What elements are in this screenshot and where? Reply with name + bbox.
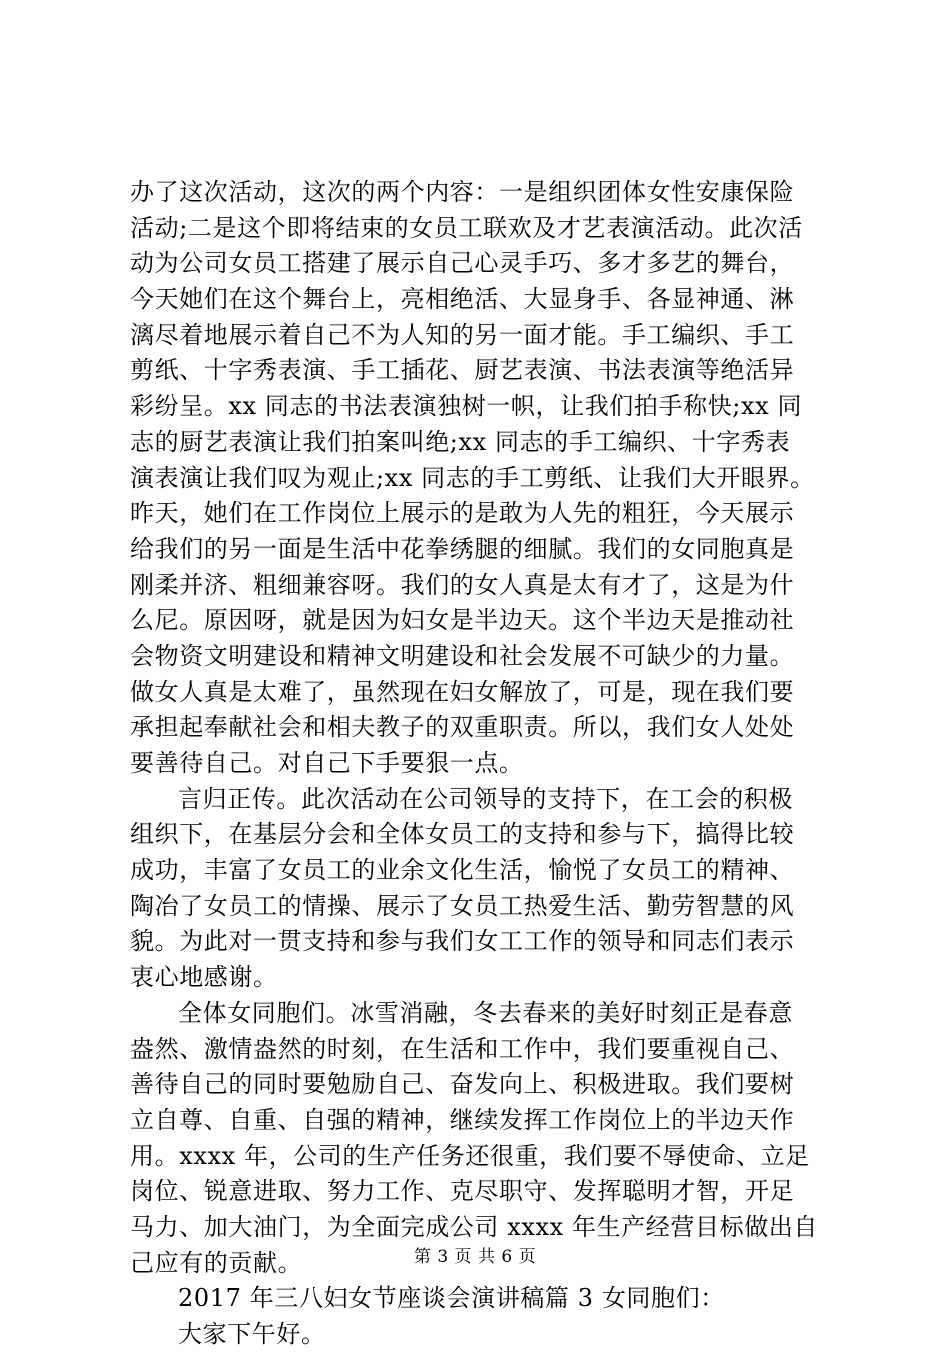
text-line: 给我们的另一面是生活中花拳绣腿的细腻。我们的女同胞真是 bbox=[130, 534, 795, 563]
text-line: 要善待自己。对自己下手要狠一点。 bbox=[130, 749, 524, 777]
text-line: 剪纸、十字秀表演、手工插花、厨艺表演、书法表演等绝活异 bbox=[130, 356, 795, 385]
text-line: 岗位、锐意进取、努力工作、克尽职守、发挥聪明才智，开足 bbox=[130, 1177, 795, 1206]
document-body bbox=[130, 175, 830, 1353]
text-line: 刚柔并济、粗细兼容呀。我们的女人真是太有才了，这是为什 bbox=[130, 570, 795, 599]
page-footer: 第 3 页 共 6 页 bbox=[413, 1247, 537, 1267]
text-line: 承担起奉献社会和相夫教子的双重职责。所以，我们女人处处 bbox=[130, 713, 795, 742]
text-line: 陶冶了女员工的情操、展示了女员工热爱生活、勤劳智慧的风 bbox=[130, 891, 795, 920]
text-line: 大家下午好。 bbox=[178, 1320, 326, 1348]
text-line: 办了这次活动，这次的两个内容：一是组织团体女性安康保险 bbox=[130, 178, 795, 206]
text-line: 演表演让我们叹为观止;xx 同志的手工剪纸、让我们大开眼界。 bbox=[130, 463, 815, 492]
text-line: 动为公司女员工搭建了展示自己心灵手巧、多才多艺的舞台， bbox=[130, 249, 795, 278]
text-line: 全体女同胞们。冰雪消融，冬去春来的美好时刻正是春意 bbox=[178, 998, 793, 1027]
text-line: 么尼。原因呀，就是因为妇女是半边天。这个半边天是推动社 bbox=[130, 606, 795, 635]
text-line: 貌。为此对一贯支持和参与我们女工工作的领导和同志们表示 bbox=[130, 927, 795, 956]
text-line: 2017 年三八妇女节座谈会演讲稿篇 3 女同胞们： bbox=[178, 1284, 725, 1313]
text-line: 漓尽着地展示着自己不为人知的另一面才能。手工编织、手工 bbox=[130, 320, 795, 349]
text-line: 用。xxxx 年，公司的生产任务还很重，我们要不辱使命、立足 bbox=[130, 1141, 810, 1170]
text-line: 今天她们在这个舞台上，亮相绝活、大显身手、各显神通、淋 bbox=[130, 285, 795, 314]
text-line: 彩纷呈。xx 同志的书法表演独树一帜，让我们拍手称快;xx 同 bbox=[130, 392, 803, 421]
text-line: 马力、加大油门，为全面完成公司 xxxx 年生产经营目标做出自 bbox=[130, 1212, 818, 1241]
text-line: 组织下，在基层分会和全体女员工的支持和参与下，搞得比较 bbox=[130, 820, 795, 849]
text-line: 衷心地感谢。 bbox=[130, 963, 278, 992]
text-line: 昨天，她们在工作岗位上展示的是敢为人先的粗狂，今天展示 bbox=[130, 499, 795, 528]
text-line: 立自尊、自重、自强的精神，继续发挥工作岗位上的半边天作 bbox=[130, 1105, 795, 1134]
text-line: 做女人真是太难了，虽然现在妇女解放了，可是，现在我们要 bbox=[130, 677, 795, 706]
text-line: 善待自己的同时要勉励自己、奋发向上、积极进取。我们要树 bbox=[130, 1070, 795, 1099]
text-line: 成功，丰富了女员工的业余文化生活，愉悦了女员工的精神、 bbox=[130, 856, 795, 885]
text-line: 志的厨艺表演让我们拍案叫绝;xx 同志的手工编织、十字秀表 bbox=[130, 427, 791, 456]
text-line: 言归正传。此次活动在公司领导的支持下，在工会的积极 bbox=[178, 784, 793, 813]
text-line: 会物资文明建设和精神文明建设和社会发展不可缺少的力量。 bbox=[130, 641, 795, 670]
text-line: 盎然、激情盎然的时刻，在生活和工作中，我们要重视自己、 bbox=[130, 1034, 795, 1063]
text-line: 己应有的贡献。 bbox=[130, 1248, 303, 1277]
text-line: 活动;二是这个即将结束的女员工联欢及才艺表演活动。此次活 bbox=[130, 213, 803, 242]
